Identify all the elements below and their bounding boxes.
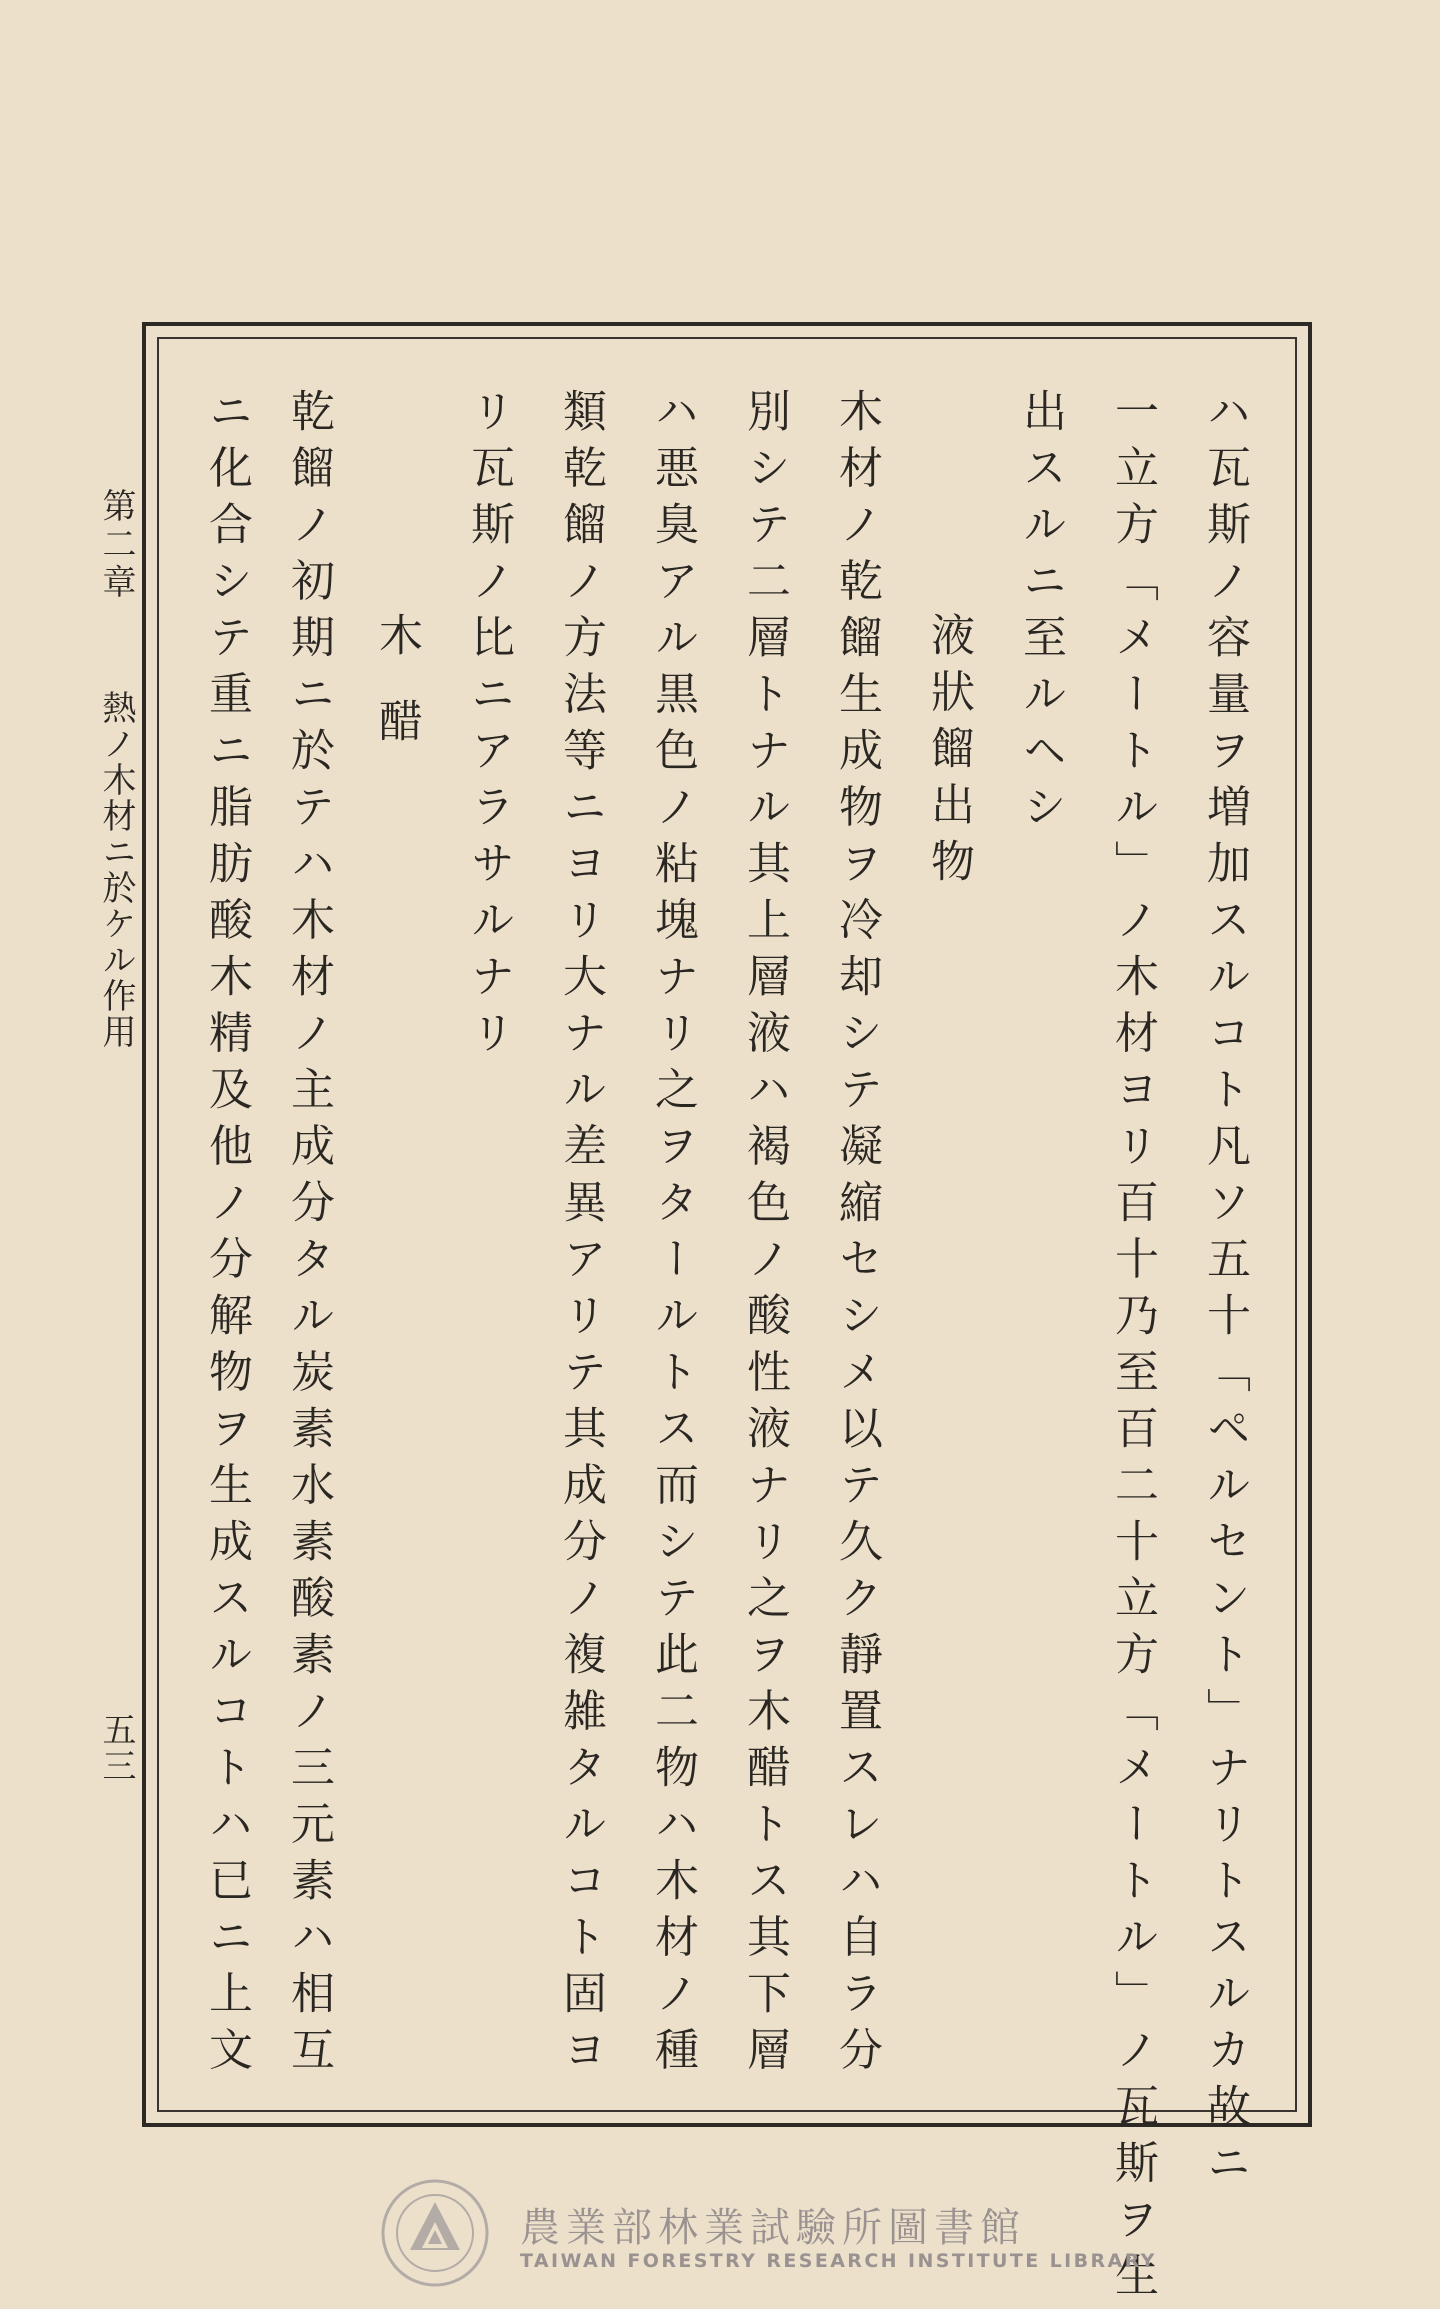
chapter-label: 第二章 <box>96 488 136 602</box>
text-column-8: 類乾餾ノ方法等ニヨリ大ナル差異アリテ其成分ノ複雑タルコト固ヨ <box>555 388 606 2083</box>
text-column-9: リ瓦斯ノ比ニアラサルナリ <box>463 388 514 1066</box>
library-seal-icon <box>380 2178 490 2288</box>
section-heading-liquid-distillate: 液狀餾出物 <box>923 612 974 895</box>
text-column-2: 一立方「メートル」ノ木材ヨリ百十乃至百二十立方「メートル」ノ瓦斯ヲ生 <box>1107 388 1158 2309</box>
text-column-11: 乾餾ノ初期ニ於テハ木材ノ主成分タル炭素水素酸素ノ三元素ハ相互 <box>283 388 334 2083</box>
page-number: 五三 <box>96 1712 136 1784</box>
text-column-12-text: ニ化合シテ重ニ脂肪酸木精及他ノ分解物ヲ生成スルコトハ已ニ上文 <box>201 388 252 2083</box>
text-column-12 <box>196 388 256 2083</box>
text-column-1: ハ瓦斯ノ容量ヲ増加スルコト凡ソ五十「ペルセント」ナリトスルカ故ニ <box>1199 388 1250 2196</box>
section-heading-wood-vinegar: 木醋 <box>371 612 422 784</box>
library-name-english: TAIWAN FORESTRY RESEARCH INSTITUTE LIBRARY <box>520 2250 1157 2272</box>
text-column-7: ハ悪臭アル黒色ノ粘塊ナリ之ヲタールトス而シテ此二物ハ木材ノ種 <box>647 388 698 2083</box>
running-title: 熱ノ木材ニ於ケル作用 <box>96 690 136 1050</box>
text-column-3: 出スルニ至ルヘシ <box>1015 388 1066 840</box>
text-column-5: 木材ノ乾餾生成物ヲ冷却シテ凝縮セシメ以テ久ク靜置スレハ自ラ分 <box>831 388 882 2083</box>
library-name: 農業部林業試驗所圖書館 <box>520 2205 1026 2251</box>
text-column-6: 別シテ二層トナル其上層液ハ褐色ノ酸性液ナリ之ヲ木醋トス其下層 <box>739 388 790 2083</box>
